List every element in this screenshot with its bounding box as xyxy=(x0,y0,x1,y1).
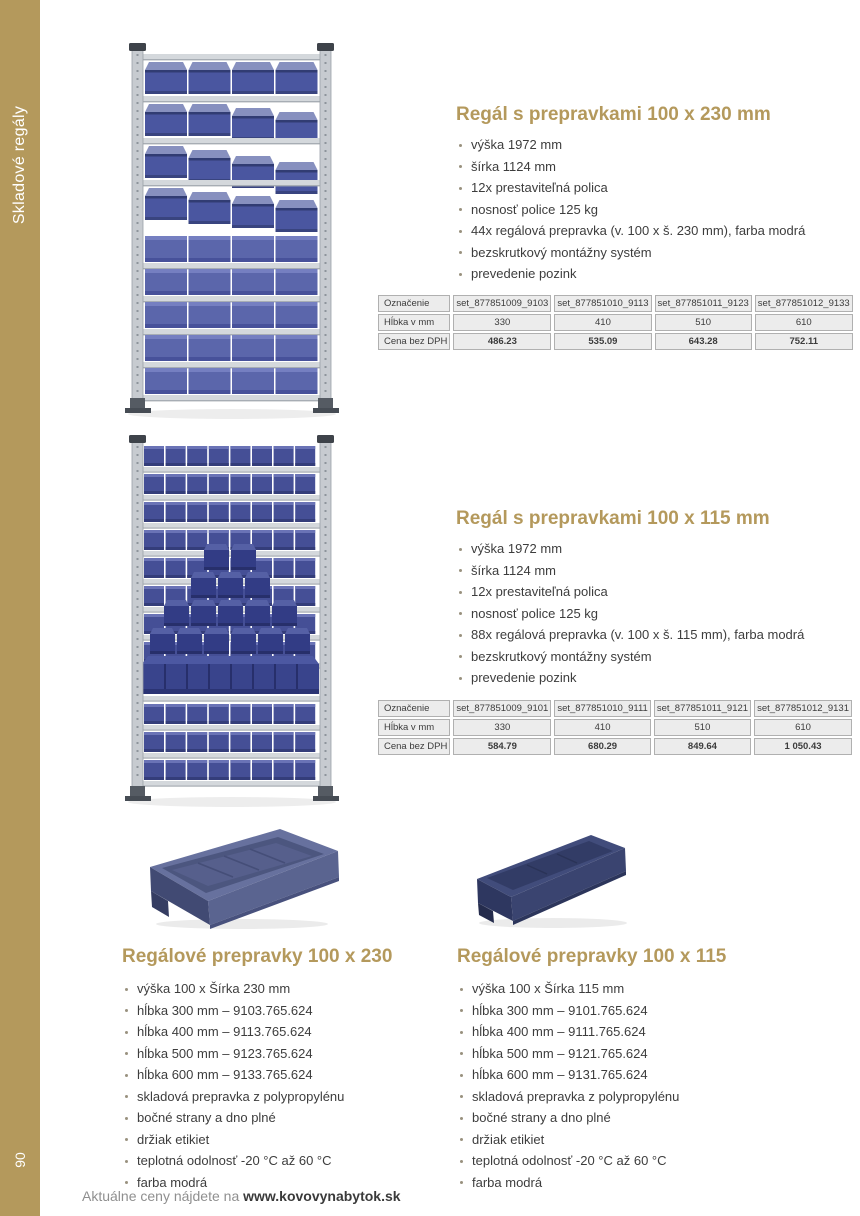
table-cell: 610 xyxy=(754,719,852,736)
table-row xyxy=(378,314,853,331)
bin-100x230-illustration xyxy=(138,817,350,933)
product-photo-bin-100x230 xyxy=(138,817,350,933)
table-cell: 610 xyxy=(755,314,853,331)
table-row xyxy=(378,719,852,736)
table-cell: set_877851012_9133 xyxy=(755,295,853,312)
spec-item: nosnosť police 125 kg xyxy=(456,603,804,625)
row-label: Cena bez DPH xyxy=(378,738,450,755)
spec-item: bezskrutkový montážny systém xyxy=(456,242,805,264)
table-row-price xyxy=(378,333,853,350)
spec-item: držiak etikiet xyxy=(457,1129,679,1151)
spec-item: skladová prepravka z polypropylénu xyxy=(122,1086,344,1108)
spec-item: 12x prestaviteľná polica xyxy=(456,177,805,199)
product-title-bin-100x115: Regálové prepravky 100 x 115 xyxy=(457,946,727,967)
footer-note xyxy=(82,1188,401,1204)
table-cell: 510 xyxy=(654,719,751,736)
table-cell: set_877851010_9113 xyxy=(554,295,651,312)
table-cell: set_877851010_9111 xyxy=(554,700,651,717)
spec-item: výška 1972 mm xyxy=(456,134,805,156)
spec-item: teplotná odolnosť -20 °C až 60 °C xyxy=(457,1150,679,1172)
product-title-shelf-100x230: Regál s prepravkami 100 x 230 mm xyxy=(456,104,771,125)
table-cell-price: 752.11 xyxy=(755,333,853,350)
footer-url[interactable]: www.kovovynabytok.sk xyxy=(243,1188,401,1204)
table-cell: 410 xyxy=(554,314,651,331)
bin-100x115-illustration xyxy=(465,817,653,933)
price-table-shelf-100x115 xyxy=(375,698,855,757)
row-label: Označenie xyxy=(378,295,450,312)
table-cell: set_877851012_9131 xyxy=(754,700,852,717)
table-cell-price: 1 050.43 xyxy=(754,738,852,755)
product-photo-bin-100x115 xyxy=(465,817,653,933)
spec-list-shelf-100x230 xyxy=(456,134,805,285)
spec-item: skladová prepravka z polypropylénu xyxy=(457,1086,679,1108)
spec-item: výška 100 x Šírka 115 mm xyxy=(457,978,679,1000)
spec-item: držiak etikiet xyxy=(122,1129,344,1151)
spec-list-shelf-100x115 xyxy=(456,538,804,689)
table-cell-price: 584.79 xyxy=(453,738,551,755)
table-cell-price: 643.28 xyxy=(655,333,752,350)
product-photo-shelf-100x115 xyxy=(118,432,346,810)
table-cell: 410 xyxy=(554,719,651,736)
spec-item: prevedenie pozink xyxy=(456,263,805,285)
spec-item: šírka 1124 mm xyxy=(456,560,804,582)
shelf-100x115-illustration xyxy=(118,432,346,810)
table-cell: 330 xyxy=(453,719,551,736)
table-cell: set_877851011_9121 xyxy=(654,700,751,717)
spec-item: výška 1972 mm xyxy=(456,538,804,560)
table-cell: set_877851009_9103 xyxy=(453,295,551,312)
table-row-price xyxy=(378,738,852,755)
page-number: 90 xyxy=(12,1152,28,1168)
spec-item: bezskrutkový montážny systém xyxy=(456,646,804,668)
spec-item: 12x prestaviteľná polica xyxy=(456,581,804,603)
spec-item: nosnosť police 125 kg xyxy=(456,199,805,221)
table-row xyxy=(378,295,853,312)
product-photo-shelf-100x230 xyxy=(118,40,346,422)
price-table-shelf-100x230 xyxy=(375,293,856,352)
spec-item: farba modrá xyxy=(122,1172,344,1194)
spec-list-bin-100x115 xyxy=(457,978,679,1193)
table-cell-price: 849.64 xyxy=(654,738,751,755)
spec-item: hĺbka 300 mm – 9101.765.624 xyxy=(457,1000,679,1022)
spec-item: hĺbka 500 mm – 9121.765.624 xyxy=(457,1043,679,1065)
row-label: Hĺbka v mm xyxy=(378,719,450,736)
spec-item: hĺbka 400 mm – 9113.765.624 xyxy=(122,1021,344,1043)
row-label: Hĺbka v mm xyxy=(378,314,450,331)
spec-item: hĺbka 600 mm – 9131.765.624 xyxy=(457,1064,679,1086)
spec-item: hĺbka 600 mm – 9133.765.624 xyxy=(122,1064,344,1086)
table-cell-price: 680.29 xyxy=(554,738,651,755)
table-cell-price: 486.23 xyxy=(453,333,551,350)
row-label: Cena bez DPH xyxy=(378,333,450,350)
spec-item: šírka 1124 mm xyxy=(456,156,805,178)
product-title-bin-100x230: Regálové prepravky 100 x 230 xyxy=(122,946,393,967)
shelf-100x230-illustration xyxy=(118,40,346,422)
spec-item: hĺbka 300 mm – 9103.765.624 xyxy=(122,1000,344,1022)
spec-item: 88x regálová prepravka (v. 100 x š. 115 mm), farba modrá xyxy=(456,624,804,646)
table-cell-price: 535.09 xyxy=(554,333,651,350)
spec-item: bočné strany a dno plné xyxy=(457,1107,679,1129)
footer-prefix: Aktuálne ceny nájdete na xyxy=(82,1188,244,1204)
row-label: Označenie xyxy=(378,700,450,717)
spec-list-bin-100x230 xyxy=(122,978,344,1193)
product-title-shelf-100x115: Regál s prepravkami 100 x 115 mm xyxy=(456,508,770,529)
table-cell: 510 xyxy=(655,314,752,331)
table-cell: set_877851009_9101 xyxy=(453,700,551,717)
table-cell: 330 xyxy=(453,314,551,331)
table-cell: set_877851011_9123 xyxy=(655,295,752,312)
spec-item: 44x regálová prepravka (v. 100 x š. 230 mm), farba modrá xyxy=(456,220,805,242)
spec-item: hĺbka 400 mm – 9111.765.624 xyxy=(457,1021,679,1043)
spec-item: výška 100 x Šírka 230 mm xyxy=(122,978,344,1000)
spec-item: farba modrá xyxy=(457,1172,679,1194)
category-sidebar xyxy=(0,0,40,1216)
category-label: Skladové regály xyxy=(11,105,28,225)
spec-item: hĺbka 500 mm – 9123.765.624 xyxy=(122,1043,344,1065)
spec-item: bočné strany a dno plné xyxy=(122,1107,344,1129)
table-row xyxy=(378,700,852,717)
spec-item: teplotná odolnosť -20 °C až 60 °C xyxy=(122,1150,344,1172)
spec-item: prevedenie pozink xyxy=(456,667,804,689)
